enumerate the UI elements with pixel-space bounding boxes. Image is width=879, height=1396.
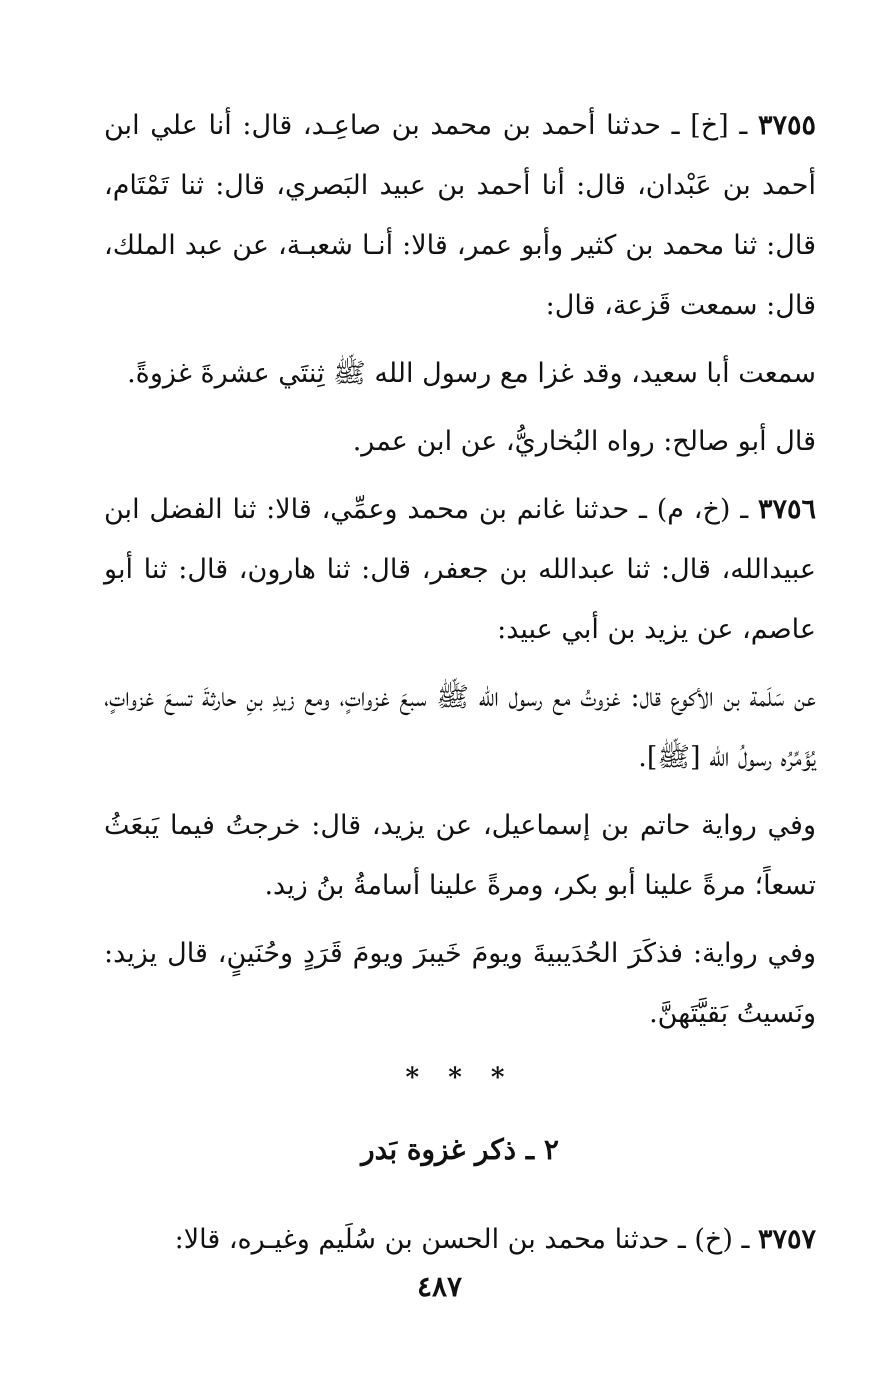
hadith-3755-body-1: سمعت أبا سعيد، وقد غزا مع رسول الله ﷺ ثِنتَي عشرةَ غزوةً.	[127, 358, 816, 389]
hadith-number: ٣٧٥٥	[757, 110, 816, 141]
page-number: ٤٨٧	[416, 1270, 463, 1303]
hadith-chain-text: ـ (خ، م) ـ حدثنا غانم بن محمد وعمِّي، قالا: ثنا الفضل ابن عبيدالله، قال: ثنا عبدالله بن جعفر، قال: ثنا هارون، قال: ثنا أبو عاصم، عن يزيد بن أبي عبيد:	[104, 494, 816, 645]
hadith-number: ٣٧٥٧	[757, 1224, 816, 1255]
hadith-3756-body-2: وفي رواية حاتم بن إسماعيل، عن يزيد، قال: خرجتُ فيما يَبعَثُ تسعاً؛ مرةً علينا أبو بكر، ومرةً علينا أسامةُ بنُ زيد.	[104, 810, 816, 901]
chapter-title: ٢ ـ ذكر غزوة بَدر	[361, 1133, 559, 1166]
hadith-3756-body-1: عن سَلَمة بن الأكوع قال: غزوتُ مع رسول الله ﷺ سبعَ غزواتٍ، ومع زيدِ بنِ حارثةَ تسعَ غزواتٍ، يُؤَمِّرُه رسولُ الله [ﷺ].	[104, 682, 816, 773]
hadith-3757-chain	[104, 1210, 816, 1270]
hadith-3755-body-2: قال أبو صالح: رواه البُخاريُّ، عن ابن عمر.	[352, 426, 816, 457]
hadith-3756-body-3: وفي رواية: فذكَرَ الحُدَيبيةَ ويومَ خَيبرَ ويومَ قَرَدٍ وحُنَينٍ، قال يزيد: ونَسيتُ بَقيَّتَهنَّ.	[104, 938, 816, 1029]
hadith-3756-chain	[104, 480, 816, 660]
hadith-3755-chain	[104, 96, 816, 336]
section-separator: * * *	[405, 1063, 515, 1093]
hadith-chain-text: ـ (خ) ـ حدثنا محمد بن الحسن بن سُلَيم وغيـره، قالا:	[174, 1224, 758, 1255]
hadith-chain-text: ـ [خ] ـ حدثنا أحمد بن محمد بن صاعِـد، قال: أنا علي ابن أحمد بن عَبْدان، قال: أنا أحمد بن عبيد البَصري، قال: ثنا تَمْتَام، قال: ثنا محمد بن كثير وأبو عمر، قالا: أنـا شعبـة، عن عبد الملك، قال: سمعت قَزعة، قال:	[104, 110, 816, 321]
page-body	[104, 96, 816, 1278]
hadith-number: ٣٧٥٦	[757, 494, 816, 525]
